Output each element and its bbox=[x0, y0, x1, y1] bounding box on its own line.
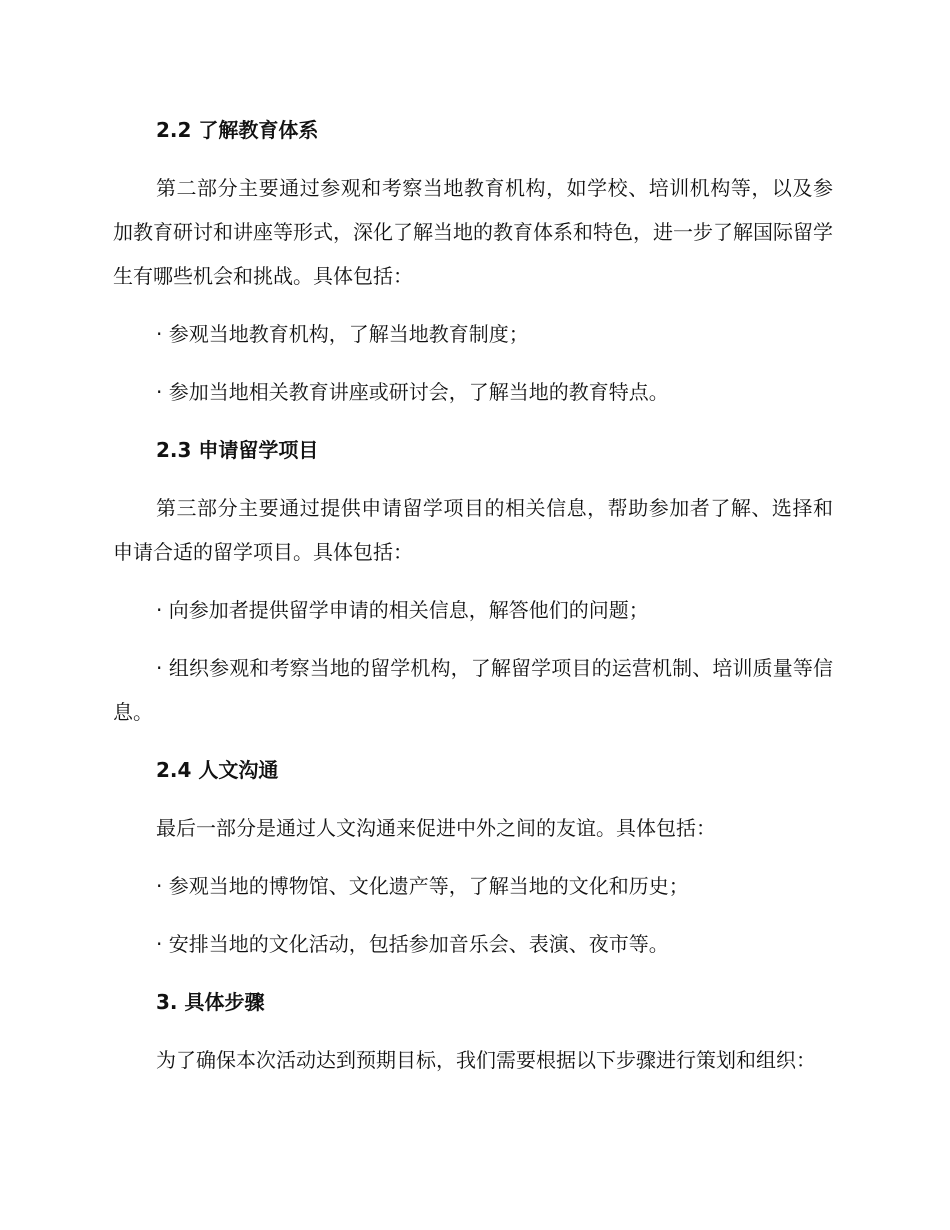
section-paragraph: 第三部分主要通过提供申请留学项目的相关信息，帮助参加者了解、选择和申请合适的留学项目。具体包括： bbox=[113, 496, 833, 564]
section-heading: 2.4 人文沟通 bbox=[156, 758, 279, 782]
document-body bbox=[113, 108, 833, 1096]
section-heading: 2.2 了解教育体系 bbox=[156, 118, 319, 142]
section-paragraph: 为了确保本次活动达到预期目标，我们需要根据以下步骤进行策划和组织： bbox=[156, 1048, 816, 1072]
bullet-item: · 参加当地相关教育讲座或研讨会，了解当地的教育特点。 bbox=[156, 380, 669, 404]
section-3 bbox=[113, 980, 833, 1082]
section-heading: 3. 具体步骤 bbox=[156, 990, 265, 1014]
bullet-item: · 参观当地的博物馆、文化遗产等，了解当地的文化和历史； bbox=[156, 874, 689, 898]
section-2-4 bbox=[113, 748, 833, 966]
bullet-item: · 组织参观和考察当地的留学机构，了解留学项目的运营机制、培训质量等信息。 bbox=[113, 656, 833, 724]
section-paragraph: 第二部分主要通过参观和考察当地教育机构，如学校、培训机构等，以及参加教育研讨和讲座等形式，深化了解当地的教育体系和特色，进一步了解国际留学生有哪些机会和挑战。具体包括： bbox=[113, 176, 833, 288]
section-paragraph: 最后一部分是通过人文沟通来促进中外之间的友谊。具体包括： bbox=[156, 816, 716, 840]
bullet-item: · 向参加者提供留学申请的相关信息，解答他们的问题； bbox=[156, 598, 649, 622]
section-2-2 bbox=[113, 108, 833, 414]
section-heading: 2.3 申请留学项目 bbox=[156, 438, 319, 462]
section-2-3 bbox=[113, 428, 833, 734]
bullet-item: · 参观当地教育机构，了解当地教育制度； bbox=[156, 322, 529, 346]
bullet-item: · 安排当地的文化活动，包括参加音乐会、表演、夜市等。 bbox=[156, 932, 669, 956]
